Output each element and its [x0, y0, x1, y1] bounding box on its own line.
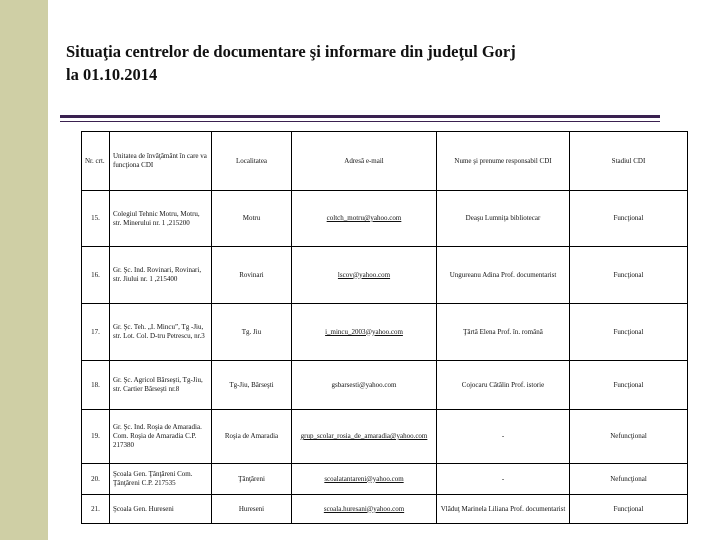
left-accent-bar — [0, 0, 48, 540]
cell-responsible: Vlăduţ Marinela Liliana Prof. documentarist — [437, 495, 570, 524]
cell-locality: Ţânţăreni — [212, 464, 292, 495]
cell-status: Funcţional — [570, 495, 688, 524]
cell-email-link[interactable]: scoalatantareni@yahoo.com — [292, 464, 437, 495]
cell-status: Funcţional — [570, 191, 688, 247]
cell-unit: Şcoala Gen. Hureseni — [110, 495, 212, 524]
cell-locality: Rovinari — [212, 247, 292, 304]
table-row — [82, 495, 688, 524]
header-locality: Localitatea — [212, 132, 292, 191]
cell-nr: 18. — [82, 361, 110, 410]
cell-status: Funcţional — [570, 247, 688, 304]
header-email: Adresă e-mail — [292, 132, 437, 191]
title-rule-thick — [60, 115, 660, 118]
cell-email-link[interactable]: scoala.huresani@yahoo.com — [292, 495, 437, 524]
header-status: Stadiul CDI — [570, 132, 688, 191]
table-row — [82, 361, 688, 410]
table-header-row — [82, 132, 688, 191]
cdi-table — [81, 131, 688, 524]
title-line-2: la 01.10.2014 — [66, 65, 158, 84]
cell-unit: Gr. Şc. Ind. Roşia de Amaradia. Com. Roşia de Amaradia C.P. 217380 — [110, 410, 212, 464]
cell-email-link[interactable]: i_mincu_2003@yahoo.com — [292, 304, 437, 361]
title-line-1: Situaţia centrelor de documentare şi informare din judeţul Gorj — [66, 42, 516, 61]
cell-nr: 17. — [82, 304, 110, 361]
title-rule-thin — [60, 121, 660, 122]
cell-email-link[interactable]: grup_scolar_rosia_de_amaradia@yahoo.com — [292, 410, 437, 464]
cell-email-link[interactable]: coltch_motru@yahoo.com — [292, 191, 437, 247]
cell-nr: 16. — [82, 247, 110, 304]
cell-status: Funcţional — [570, 361, 688, 410]
cell-unit: Gr. Şc. Teh. „I. Mincu”, Tg -Jiu, str. Lot. Col. D-tru Petrescu, nr.3 — [110, 304, 212, 361]
cell-responsible: Ungureanu Adina Prof. documentarist — [437, 247, 570, 304]
cell-nr: 20. — [82, 464, 110, 495]
cell-status: Nefuncţional — [570, 410, 688, 464]
header-unit: Unitatea de învăţământ în care va funcţiona CDI — [110, 132, 212, 191]
cell-responsible: Deaşu Lumniţa bibliotecar — [437, 191, 570, 247]
cell-email-link[interactable]: lscov@yahoo.com — [292, 247, 437, 304]
cell-status: Funcţional — [570, 304, 688, 361]
cell-locality: Roşia de Amaradia — [212, 410, 292, 464]
table-row — [82, 304, 688, 361]
table-row — [82, 191, 688, 247]
cell-nr: 21. — [82, 495, 110, 524]
cell-nr: 19. — [82, 410, 110, 464]
cell-locality: Motru — [212, 191, 292, 247]
cell-email-text: gsbarsesti@yahoo.com — [292, 361, 437, 410]
cell-unit: Colegiul Tehnic Motru, Motru, str. Minerului nr. 1 ,215200 — [110, 191, 212, 247]
cell-unit: Gr. Şc. Ind. Rovinari, Rovinari, str. Jiului nr. 1 ,215400 — [110, 247, 212, 304]
table-row — [82, 410, 688, 464]
cell-locality: Hureseni — [212, 495, 292, 524]
page-title — [66, 40, 686, 86]
table-row — [82, 247, 688, 304]
cell-responsible: - — [437, 410, 570, 464]
cell-locality: Tg. Jiu — [212, 304, 292, 361]
cell-locality: Tg-Jiu, Bârseşti — [212, 361, 292, 410]
cell-unit: Şcoala Gen. Ţânţăreni Com. Ţânţăreni C.P. 217535 — [110, 464, 212, 495]
cell-responsible: - — [437, 464, 570, 495]
cell-nr: 15. — [82, 191, 110, 247]
cell-unit: Gr. Şc. Agricol Bârseşti, Tg-Jiu, str. Cartier Bârseşti nr.8 — [110, 361, 212, 410]
cell-status: Nefuncţional — [570, 464, 688, 495]
table-row — [82, 464, 688, 495]
header-nr: Nr. crt. — [82, 132, 110, 191]
cell-responsible: Cojocaru Cătălin Prof. istorie — [437, 361, 570, 410]
cell-responsible: Ţârtă Elena Prof. în. română — [437, 304, 570, 361]
header-responsible: Nume şi prenume responsabil CDI — [437, 132, 570, 191]
